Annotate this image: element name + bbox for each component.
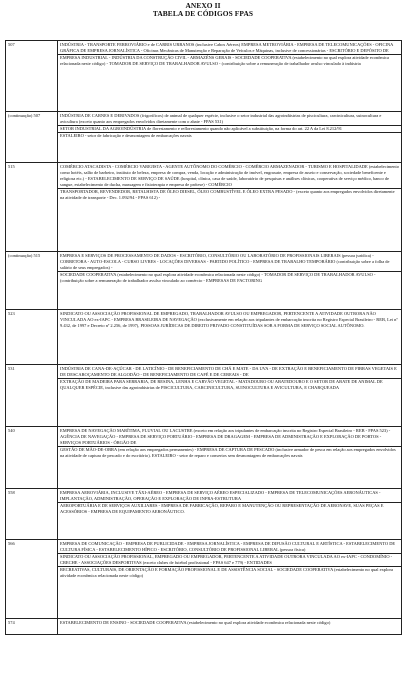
table-row [6,489,402,540]
description-cell [58,540,402,619]
fpas-code-cell: (continuação) 515 [6,252,58,310]
table-row [6,619,402,635]
description-paragraph: SOCIEDADE COOPERATIVA (estabelecimento no qual explora atividade econômica relacionada neste código) - TOMADOR DE SERVIÇO DE TRABALHADOR AVULSO - (contribuição sobre a remuneração de trabalhador avulso vinculado ao comércio - EMPRESAS DE FACTORING [60,271,376,283]
fpas-code-cell: 574 [6,619,58,635]
table-row [6,112,402,163]
fpas-code-cell: 515 [6,163,58,252]
fpas-code-cell: 566 [6,540,58,619]
document-header [0,2,406,18]
description-paragraph: EMPRESA DE NAVEGAÇÃO MARÍTIMA, FLUVIAL OU LACUSTRE (exceto em relação aos tripulantes de embarcação inscrita no Registro Especial Brasileiro - REB - FPAS 523) - AGÊNCIA DE NAVEGAÇÃO - EMPRESA DE SERVIÇO PORTUÁRIO - EMPRESA DE DRAGAGEM - EMPRESA DE ADMINISTRAÇÃO E EXPLORAÇÃO DE PORTOS - SERVIÇOS PORTUÁRIOS - ÓRGÃO DE [60,428,391,445]
table-title: TABELA DE CÓDIGOS FPAS [152,9,254,18]
description-paragraph: INDÚSTRIA DE CARNES E DERIVADOS (frigoríficos) de animal de qualquer espécie, inclusive o setor industrial das agroindústrias de piscicultura, carcinicultura, suinocultura e avicultura (exceto quanto aos empregados envolvidos diretamente com o abate - FPAS 531) [60,113,382,124]
table-row [6,540,402,619]
description-cell [58,252,402,310]
description-paragraph: SINDICATO OU ASSOCIAÇÃO PROFISSIONAL, EMPREGADO OU EMPREGADOR, PERTENCENTE A ATIVIDADE OUTRORA VINCULADA AO ex-IAPC - CONDOMÍNIO - CRECHE - ASSOCIAÇÕES DESPORTIVAS (exceto clubes de futebol profissional - FPAS 647 e 779) - ENTIDADES [60,553,393,565]
description-cell [58,489,402,540]
fpas-code-cell: (continuação) 507 [6,112,58,163]
table-row [6,427,402,489]
fpas-code-cell: 531 [6,365,58,427]
description-paragraph: EMPRESA DE COMUNICAÇÃO - EMPRESA DE PUBLICIDADE - EMPRESA JORNALÍSTICA - EMPRESA DE DIFUSÃO CULTURAL E ARTÍSTICA - ESTABELECIMENTO DE CULTURA FÍSICA - ESTABELECIMENTO HÍPICO - ESCRITÓRIO, CONSULTÓRIO DE PROFISSIONAL LIBERAL (pessoa física) [60,541,396,552]
description-cell [58,112,402,163]
description-paragraph: EMPRESA INDUSTRIAL - INDÚSTRIA DA CONSTRUÇÃO CIVIL - ARMAZÉNS GERAIS - SOCIEDADE COOPERATIVA (estabelecimento no qual explora atividade econômica relacionada neste código) - TOMADOR DE SERVIÇO DE TRABALHADOR AVULSO - (contribuição sobre a remuneração de trabalhador avulso vinculado à indústria [60,54,389,66]
description-paragraph: EMPRESA AEROVIÁRIA, INCLUSIVE TÁXI-AÉREO - EMPRESA DE SERVIÇO AÉREO ESPECIALIZADO - EMPRESA DE TELECOMUNICAÇÕES AERONÁUTICAS - IMPLANTAÇÃO, ADMINISTRAÇÃO, OPERAÇÃO E EXPLORAÇÃO DE INFRA-ESTRUTURA [60,490,381,501]
description-paragraph: COMÉRCIO ATACADISTA - COMÉRCIO VAREJISTA - AGENTE AUTÔNOMO DO COMÉRCIO - COMÉRCIO ARMAZENADOR - TURISMO E HOSPITALIDADE (estabelecimento como hotéis, salão de barbeiro, instituto de beleza, empresa de compra, venda, locação e administração de imóvel, engraxate, empresa de asseio e conservação, sociedade beneficente e religiosa etc.) - ESTABELECIMENTO DE SERVIÇO DE SAÚDE (hospital, clínica, casa de saúde, laboratório de pesquisas e análises clínicas, cooperativa de serviço médico, banco de sangue, estabelecimento de ducha, massagem e fisioterapia e empresa de prótese) - COMÉRCIO [60,164,399,187]
description-paragraph: SINDICATO OU ASSOCIAÇÃO PROFISSIONAL DE EMPREGADO, TRABALHADOR AVULSO OU EMPREGADOR, PERTENCENTE A ATIVIDADE OUTRORA NÃO VINCULADA AO ex-IAPC - EMPRESA BRASILEIRA DE NAVEGAÇÃO (exclusivamente em relação aos tripulantes de embarcação inscrita no Registro Especial Brasileiro - REB, Lei nº 9.432, de 1997 e Decreto nº 2.256, de 1997), PESSOAS JURÍDICAS DE DIREITO PRIVADO CONSTITUÍDAS SOB A FORMA DE SERVIÇO SOCIAL AUTÔNOMO. [60,311,398,328]
table-row [6,41,402,112]
table-row [6,252,402,310]
description-paragraph: EMPRESA E SERVIÇOS DE PROCESSAMENTO DE DADOS - ESCRITÓRIO, CONSULTÓRIO OU LABORATÓRIO DE PROFISSIONAIS LIBERAIS (pessoa jurídica) - CORRETORA - AUTO-ESCOLA - CURSO LIVRES - LOCAÇÕES DIVERSAS - PARTIDO POLÍTICO - EMPRESA DE TRABALHO TEMPORÁRIO (contribuição sobre a folha de salário de seus empregados) - [60,253,390,270]
description-cell [58,619,402,635]
annex-title: ANEXO II [185,1,221,10]
description-paragraph: EXTRAÇÃO DE MADEIRA PARA SERRARIA, DE RESINA, LENHA E CARVÃO VEGETAL - MATADOURO OU ABATEDOURO E O SETOR DE ABATE DE ANIMAL DE QUALQUER ESPÉCIE, inclusive das agroindústrias de PISCICULTURA, CARCINICULTURA, SUINOCULTURA E AVICULTURA, E CHARQUEADA [60,378,383,390]
table-row [6,365,402,427]
description-paragraph: INDÚSTRIA - TRANSPORTE FERROVIÁRIO e de CARRIS URBANOS (inclusive Cabos Aéreos) EMPRESA METROVIÁRIA - EMPRESA DE TELECOMUNICAÇÕES - OFICINA GRÁFICA DE EMPRESA JORNALÍSTICA - Oficinas Mecânicas de Manutenção e Reparação de Veículos e Máquinas, inclusive de concessionárias - ESCRITÓRIO E DEPÓSITO DE [60,42,394,53]
description-paragraph: TRANSPORTADOR, REVENDEDOR, RETALHISTA DE ÓLEO DIESEL, ÓLEO COMBUSTÍVEL E ÓLEO EXTRA PESADO - (exceto quanto aos empregados envolvidos diretamente na atividade de transporte - Dec. 1.092/94 - FPAS 612) - [60,188,395,200]
fpas-codes-table [5,40,402,635]
description-paragraph: SETOR INDUSTRIAL DA AGROINDÚSTRIA de florestamento e reflorestamento quando não aplicável a substituição, na forma do art. 22 A da Lei 8.212/91 [60,125,342,131]
fpas-code-cell: 558 [6,489,58,540]
description-paragraph: ESTALEIRO - setor de fabricação e desmontagem de embarcações navais [60,132,192,138]
description-cell [58,163,402,252]
table-row [6,310,402,365]
description-paragraph: RECREATIVAS, CULTURAIS, DE ORIENTAÇÃO E FORMAÇÃO PROFISSIONAL E DE ASSISTÊNCIA SOCIAL - SOCIEDADE COOPERATIVA (estabelecimento no qual explora atividade econômica relacionada neste código) [60,566,393,578]
description-cell [58,41,402,112]
description-cell [58,365,402,427]
description-paragraph: GESTÃO DE MÃO-DE-OBRA (em relação aos empregados permanentes) - EMPRESA DE CAPTURA DE PESCADO (inclusive armador de pesca em relação aos empregados envolvidos na atividade de captura de pescado e do escritório). ESTALEIRO - setor de reparo e consertos sem desmontagem de embarcações navais [60,446,396,458]
description-paragraph: AEROPORTUÁRIA E DE SERVIÇOS AUXILIARES - EMPRESA DE FABRICAÇÃO, REPARO E MANUTENÇÃO OU REPRESENTAÇÃO DE AERONAVE, SUAS PEÇAS E ACESSÓRIOS - EMPRESA DE EQUIPAMENTO AERONÁUTICO. [60,502,384,514]
fpas-code-cell: 540 [6,427,58,489]
description-cell [58,427,402,489]
description-paragraph: ESTABELECIMENTO DE ENSINO - SOCIEDADE COOPERATIVA (estabelecimento no qual explora atividade econômica relacionada neste código) [60,620,331,625]
table-row [6,163,402,252]
description-paragraph: INDÚSTRIA DE CANA-DE-AÇÚCAR - DE LATICÍNIO - DE BENEFICIAMENTO DE CHÁ E MATE - DA UVA - DE EXTRAÇÃO E BENEFICIAMENTO DE FIBRAS VEGETAIS E DE DESCAROÇAMENTO DE ALGODÃO - DE BENEFICIAMENTO DE CAFÉ E DE CEREAIS - DE [60,366,397,377]
fpas-code-cell: 523 [6,310,58,365]
fpas-code-cell: 507 [6,41,58,112]
description-cell [58,310,402,365]
